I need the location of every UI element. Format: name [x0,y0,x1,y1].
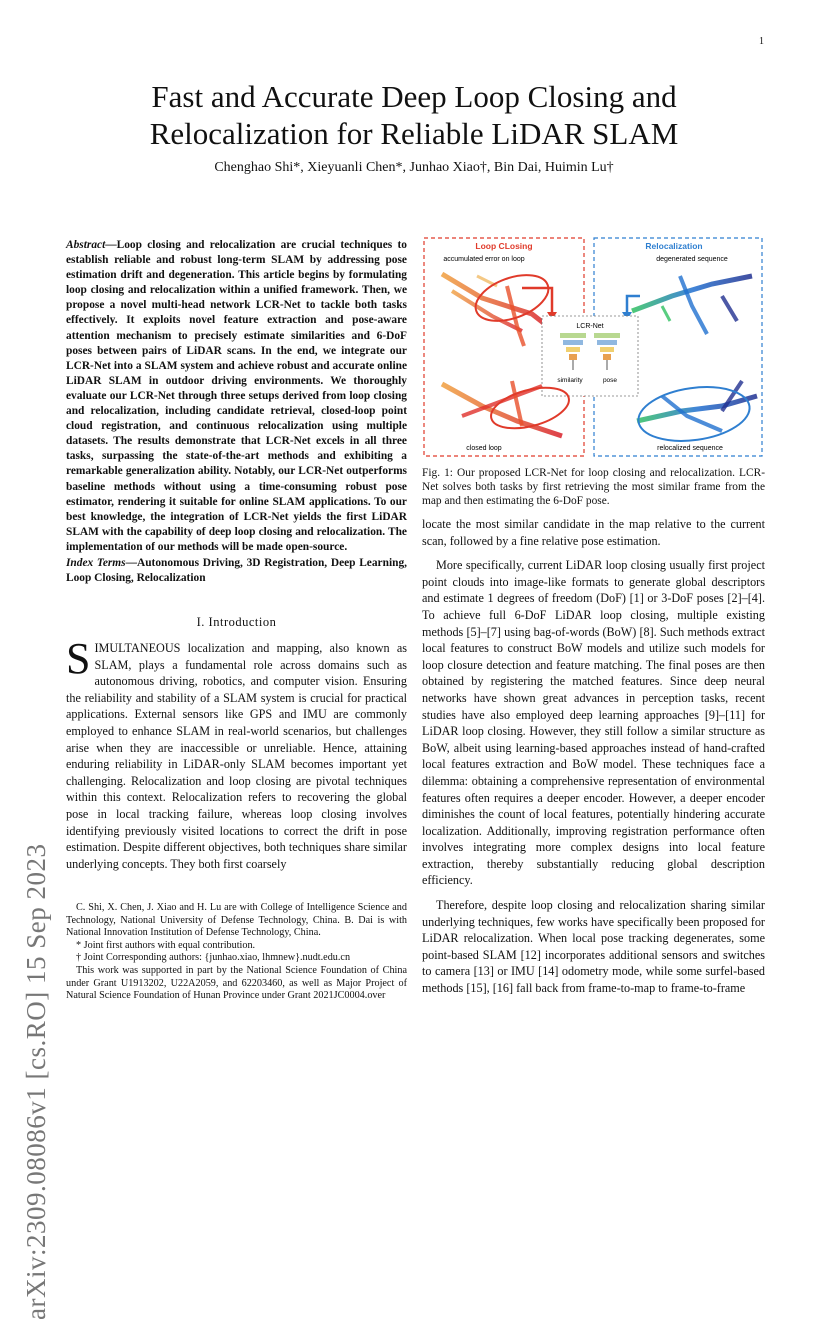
index-terms [66,556,407,586]
lcr-net-block [542,316,638,396]
bottom-right-point-cloud [635,380,757,447]
intro-body [66,634,407,872]
accumulated-error-label: accumulated error on loop [443,256,525,263]
footnote-funding: This work was supported in part by the National Science Foundation of China under Grant U1913202, U22A2059, and 62203460, as well as Major Project of Natural Science Foundation of Hunan Province under Grant 2021JC0004.over [66,964,407,1002]
index-terms-label: Index Terms [66,557,126,569]
relocalized-sequence-label: relocalized sequence [657,445,723,452]
lcr-net-label: LCR-Net [576,323,604,330]
paragraph-therefore: Therefore, despite loop closing and relocalization sharing similar underlying techniques, few works have specifically been proposed for LiDAR relocalization. When local pose tracking degenerates, some point-based SLAM [12] incorporates additional sensors and switches to camera [13] or IMU [14] odometry mode, while some surfel-based methods [15], [16] fall back from frame-to-map to frame-to-frame [422,898,765,996]
relocalization-title: Relocalization [645,241,703,251]
paragraph-more-specifically: More specifically, current LiDAR loop closing usually first project point clouds into image-like formats to generate global descriptors and estimate 1 degrees of freedom (DoF) [1] or 3-DoF poses [2]–[4]. To achieve full 6-DoF LiDAR loop closing, multiple existing methods [5]–[7] using bag-of-words (BoW) [8]. Such methods extract local features to construct BoW models and utilize such models for loop closure detection and feature matching. The final poses are then obtained by registering the matched features. Since deep neural networks have shown great advances in perception tasks, recent studies have also employed deep learning approaches [9]–[11] for LiDAR loop closing. However, they still follow a similar structure as BoW, albeit using learning-based approaches instead of hand-crafted local features extraction and BoW model. These techniques face a dilemma: obtaining a comprehensive representation of environmental features often requires a deeper encoder. However, a deeper encoder diminishes the count of local features, potentially hindering accurate localization. Additionally, improving registration performance often involves integrating more complex designs into local feature extraction, thereby substantially reducing global description efficiency. [422,558,765,888]
footnotes [66,902,407,1003]
footnote-corresponding: † Joint Corresponding authors: {junhao.xiao, lhmnew}.nudt.edu.cn [76,952,351,964]
paper-title [70,78,758,152]
pose-label: pose [602,377,618,384]
closed-loop-label: closed loop [466,445,502,452]
abstract-label: Abstract [66,239,106,251]
abstract-text: —Loop closing and relocalization are crucial techniques to establish reliable and robust long-term SLAM by addressing pose estimation drift and degeneration. This article begins by formulating loop closing and relocalization within a unified framework. Then, we propose a novel multi-head network LCR-Net to tackle both tasks effectively. It exploits novel feature extraction and pose-aware attention mechanism to precisely estimate similarities and 6-DoF poses between pairs of LiDAR scans. In the end, we integrate our LCR-Net into a SLAM system and achieve robust and accurate online LiDAR SLAM in outdoor driving environments. We thoroughly evaluate our LCR-Net through three setups derived from loop closing and relocalization, including candidate retrieval, closed-loop point cloud registration, and continuous relocalization using multiple datasets. The results demonstrate that LCR-Net excels in all three tasks, surpassing the state-of-the-art methods and exhibiting a remarkable generalization ability. Notably, our LCR-Net outperforms baseline methods without using a time-consuming robust pose estimator, rendering it suitable for online SLAM applications. To our best knowledge, the integration of LCR-Net yields the first LiDAR SLAM with the capability of deep loop closing and relocalization. The implementation of our methods will be made open-source. [66,239,407,553]
degenerated-sequence-label: degenerated sequence [656,256,728,263]
drop-cap: S [66,634,91,683]
figure-1 [422,236,765,458]
bottom-left-point-cloud [442,380,573,436]
title-line-2: Relocalization for Reliable LiDAR SLAM [149,116,679,151]
footnote-affiliation: C. Shi, X. Chen, J. Xiao and H. Lu are with College of Intelligence Science and Technology, National University of Defense Technology, China. B. Dai is with National Innovation Institution of Defense Technology, China. [66,902,407,939]
arxiv-stamp: arXiv:2309.08086v1 [cs.RO] 15 Sep 2023 [21,843,51,1320]
top-left-point-cloud [442,266,555,346]
index-terms-text: —Autonomous Driving, 3D Registration, Deep Learning, Loop Closing, Relocalization [66,557,407,585]
footnote-joint-first: * Joint first authors with equal contribution. [76,939,256,951]
right-column-body [422,516,765,1005]
page-number: 1 [759,36,764,47]
similarity-label: similarity [557,377,583,384]
figure-caption: Fig. 1: Our proposed LCR-Net for loop closing and relocalization. LCR-Net solves both tasks by first retrieving the most similar frame from the map and then estimating the 6-DoF pose. [422,467,765,508]
abstract [66,238,407,555]
intro-paragraph: IMULTANEOUS localization and mapping, also known as SLAM, plays a fundamental role across domains such as autonomous driving, robotics, and computer vision. Ensuring the reliability and stability of a SLAM system is crucial for practical applications. External sensors like GPS and IMU are commonly employed to enhance SLAM in real-world scenarios, but challenges arise when they are inaccessible or unreliable. Hence, attaining enduring reliability in LiDAR-only SLAM becomes important yet challenging. Relocalization and loop closing are pivotal techniques within this context. Relocalization refers to recovering the global pose in local tracking failure, whereas loop closing involves identifying previously visited locations to correct the drift in pose estimation. Despite different objectives, both techniques share similar underlying concepts. They both first coarsely [66,641,407,871]
loop-closing-title: Loop CLosing [475,241,533,251]
paragraph-continuation: locate the most similar candidate in the map relative to the current scan, followed by a fine relative pose estimation. [422,517,765,548]
top-right-point-cloud [632,276,752,334]
title-line-1: Fast and Accurate Deep Loop Closing and [151,79,677,114]
author-list: Chenghao Shi*, Xieyuanli Chen*, Junhao Xiao†, Bin Dai, Huimin Lu† [214,160,614,175]
section-heading: I. Introduction [196,615,277,629]
